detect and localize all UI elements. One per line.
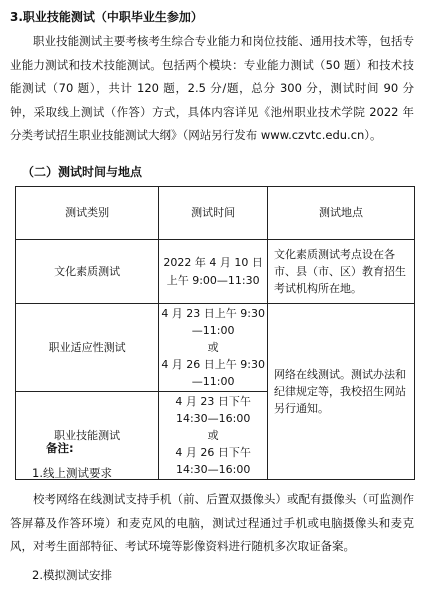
time-line-2: 4 月 26 日下午 14:30—16:00 <box>175 446 251 477</box>
table-row <box>16 304 415 392</box>
notes-title: 备注: <box>46 441 74 455</box>
header-location: 测试地点 <box>267 187 414 240</box>
time-line-1: 4 月 23 日上午 9:30—11:00 <box>161 307 265 338</box>
section-2-heading: （二）测试时间与地点 <box>22 165 143 179</box>
row-time <box>159 392 268 480</box>
row-time <box>159 304 268 392</box>
row-category: 文化素质测试 <box>16 240 159 304</box>
table-row <box>16 240 415 304</box>
notes-item-1-title: 1.线上测试要求 <box>32 466 112 480</box>
time-or: 或 <box>207 429 219 443</box>
notes-item-1-body: 校考网络在线测试支持手机（前、后置双摄像头）或配有摄像头（可监测作答屏幕及作答环境）和麦克风的电脑，测试过程通过手机或电脑摄像头和麦克风，对考生面部特征、考试环境等影像资料进行随机多次取证备案。 <box>10 492 414 553</box>
row-time <box>159 240 268 304</box>
section-3-heading: 3.职业技能测试（中职毕业生参加） <box>10 10 203 24</box>
notes-item-2-title: 2.模拟测试安排 <box>32 568 112 582</box>
row-category: 职业适应性测试 <box>16 304 159 392</box>
time-line-2: 4 月 26 日上午 9:30—11:00 <box>161 358 265 389</box>
row-location: 文化素质测试考点设在各市、县（市、区）教育招生考试机构所在地。 <box>267 240 414 304</box>
time-line-1: 2022 年 4 月 10 日 <box>163 256 263 270</box>
table-header-row <box>16 187 415 240</box>
time-line-1: 4 月 23 日下午 14:30—16:00 <box>175 395 251 426</box>
row-category: 职业技能测试 <box>16 392 159 480</box>
header-category: 测试类别 <box>16 187 159 240</box>
time-or: 或 <box>207 341 219 355</box>
schedule-table <box>15 186 415 480</box>
shared-location: 网络在线测试。测试办法和纪律规定等，我校招生网站另行通知。 <box>267 304 414 480</box>
section-3-paragraph: 职业技能测试主要考核考生综合专业能力和岗位技能、通用技术等，包括专业能力测试和技术技能测试。包括两个模块：专业能力测试（50 题）和技术技能测试（70 题），共计 120 题，2.5 分/题，总分 300 分，测试时间 90 分钟，采取线上测试（作答）方式，具体内容详见《池州职业技术学院 2022 年分类考试招生职业技能测试大纲》（网站另行发布 www.czvtc.edu.cn）。 <box>10 34 414 142</box>
header-time: 测试时间 <box>159 187 268 240</box>
time-line-2: 上午 9:00—11:30 <box>166 273 260 287</box>
